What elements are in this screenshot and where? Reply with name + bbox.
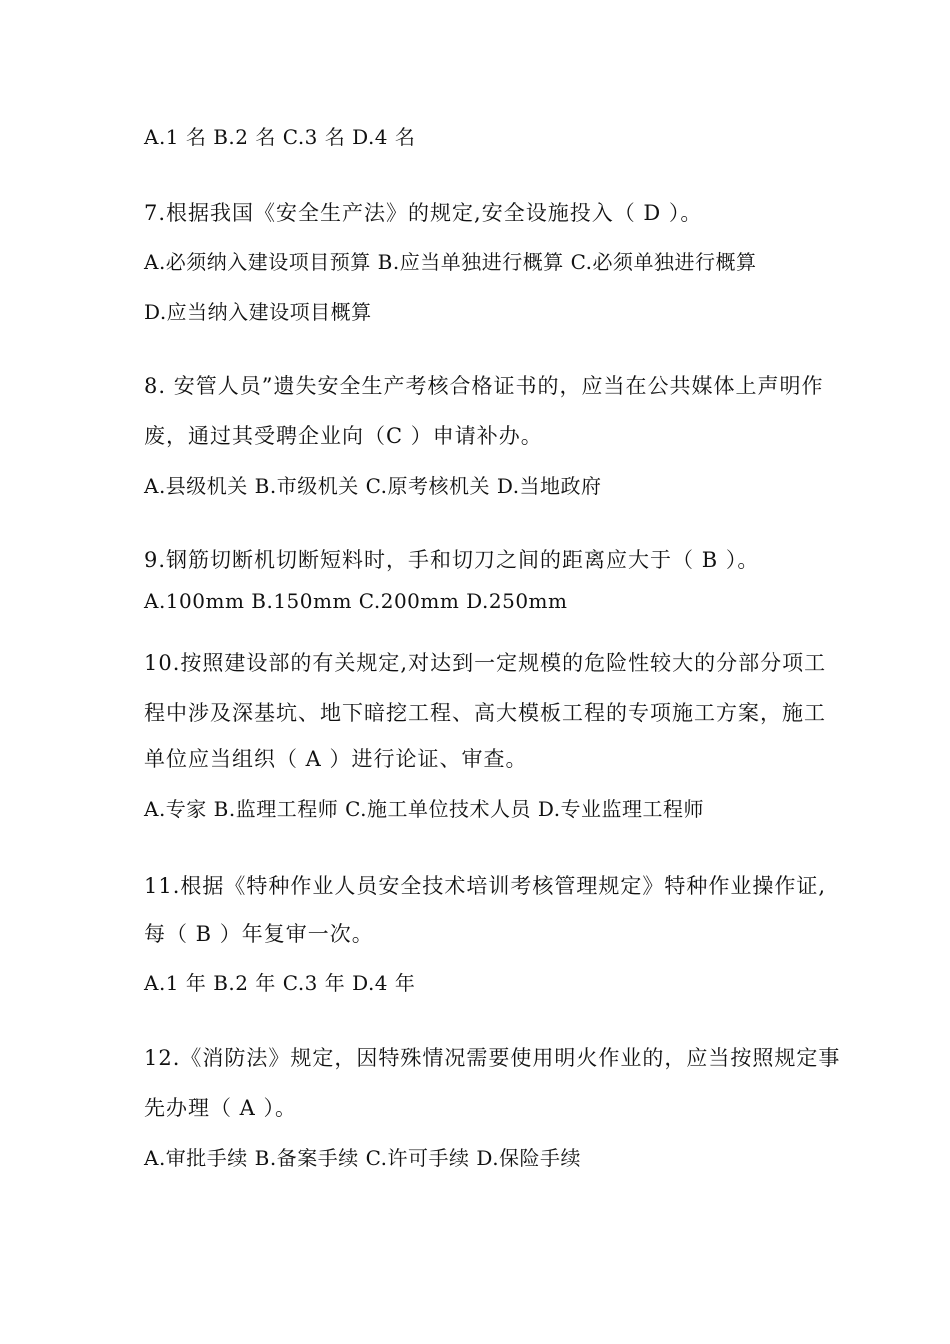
options-q7-line1: A.必须纳入建设项目预算 B.应当单独进行概算 C.必须单独进行概算 <box>144 250 757 274</box>
question-12-line1: 12.《消防法》规定，因特殊情况需要使用明火作业的，应当按照规定事 <box>144 1046 841 1070</box>
question-11-line1: 11.根据《特种作业人员安全技术培训考核管理规定》特种作业操作证, <box>144 874 827 898</box>
question-11-line2: 每（ B ）年复审一次。 <box>144 922 374 946</box>
question-8-line2: 废，通过其受聘企业向（C ）申请补办。 <box>144 424 543 448</box>
question-8-line1: 8. 安管人员”遗失安全生产考核合格证书的，应当在公共媒体上声明作 <box>144 374 824 398</box>
question-10-line3: 单位应当组织（ A ）进行论证、审查。 <box>144 747 528 771</box>
options-q8: A.县级机关 B.市级机关 C.原考核机关 D.当地政府 <box>144 474 602 498</box>
options-q11: A.1 年 B.2 年 C.3 年 D.4 年 <box>144 971 416 995</box>
question-12-line2: 先办理（ A ）。 <box>144 1096 298 1120</box>
options-q10: A.专家 B.监理工程师 C.施工单位技术人员 D.专业监理工程师 <box>144 797 705 821</box>
options-q7-line2: D.应当纳入建设项目概算 <box>144 300 372 324</box>
question-7: 7.根据我国《安全生产法》的规定,安全设施投入（ D ）。 <box>144 201 703 225</box>
options-q9: A.100mm B.150mm C.200mm D.250mm <box>144 589 568 613</box>
options-q6: A.1 名 B.2 名 C.3 名 D.4 名 <box>144 125 416 149</box>
options-q12: A.审批手续 B.备案手续 C.许可手续 D.保险手续 <box>144 1146 582 1170</box>
question-9: 9.钢筋切断机切断短料时，手和切刀之间的距离应大于（ B ）。 <box>144 548 760 572</box>
question-10-line2: 程中涉及深基坑、地下暗挖工程、高大模板工程的专项施工方案，施工 <box>144 701 826 725</box>
question-10-line1: 10.按照建设部的有关规定,对达到一定规模的危险性较大的分部分项工 <box>144 651 827 675</box>
